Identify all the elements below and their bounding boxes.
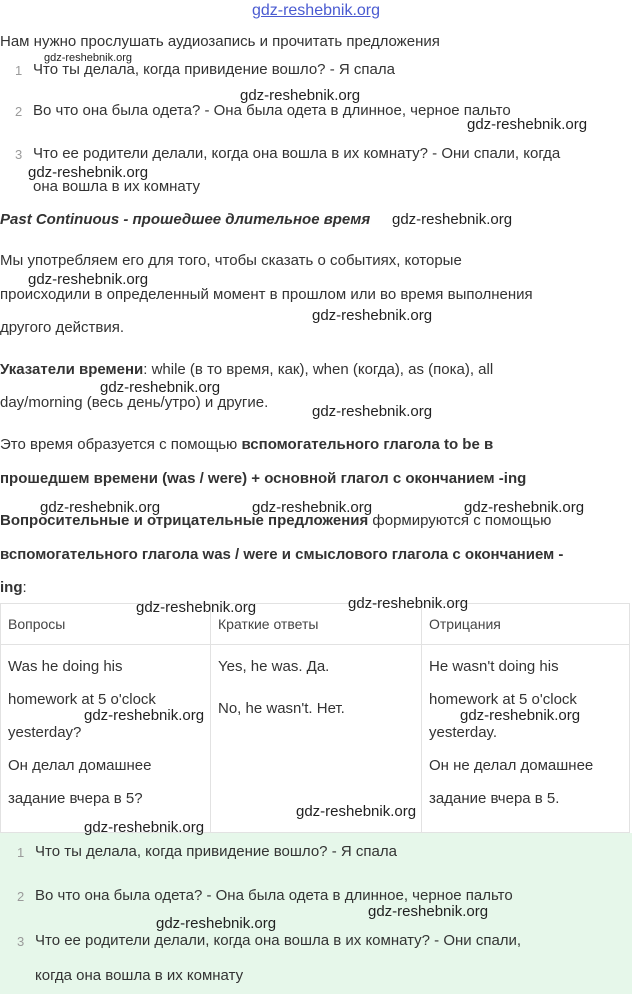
watermark: gdz-reshebnik.org bbox=[252, 499, 373, 516]
table-cell-negatives: He wasn't doing his homework at 5 o'clock yesterday. Он не делал домашнее задание вчера в 5. bbox=[429, 658, 594, 807]
answer-number: 2 bbox=[17, 889, 25, 904]
sentence-text-continued: она вошла в их комнату bbox=[33, 178, 200, 195]
intro-text: Нам нужно прослушать аудиозапись и прочитать предложения bbox=[0, 33, 440, 50]
watermark: gdz-reshebnik.org bbox=[156, 915, 277, 932]
formation-line bbox=[0, 436, 493, 453]
sentence-text: Что ее родители делали, когда она вошла в их комнату? - Они спали, когда bbox=[33, 145, 561, 162]
watermark: gdz-reshebnik.org bbox=[368, 903, 489, 920]
answer-number: 3 bbox=[17, 934, 25, 949]
table-cell-questions: Was he doing his homework at 5 o'clock yesterday? Он делал домашнее задание вчера в 5? bbox=[8, 658, 156, 807]
watermark: gdz-reshebnik.org bbox=[40, 499, 161, 516]
markers-label: Указатели времени bbox=[0, 361, 144, 378]
answer-text: Во что она была одета? - Она была одета в длинное, черное пальто bbox=[35, 887, 513, 904]
watermark: gdz-reshebnik.org bbox=[240, 87, 361, 104]
sentence-number: 3 bbox=[15, 147, 23, 162]
table-divider bbox=[210, 604, 211, 832]
watermark: gdz-reshebnik.org bbox=[464, 499, 585, 516]
table-header-short-answers: Краткие ответы bbox=[218, 616, 319, 632]
markers-text: day/morning (весь день/утро) и другие. bbox=[0, 394, 269, 411]
watermark: gdz-reshebnik.org bbox=[136, 599, 257, 616]
usage-text: другого действия. bbox=[0, 319, 125, 336]
usage-text: происходили в определенный момент в прошлом или во время выполнения bbox=[0, 286, 533, 303]
questions-bold: Вопросительные и отрицательные предложения bbox=[0, 512, 369, 529]
watermark: gdz-reshebnik.org bbox=[312, 403, 433, 420]
answer-text: Что ее родители делали, когда она вошла в их комнату? - Они спали, bbox=[35, 932, 522, 949]
watermark: gdz-reshebnik.org bbox=[100, 379, 221, 396]
usage-text: Мы употребляем его для того, чтобы сказать о событиях, которые bbox=[0, 252, 462, 269]
sentence-text: Во что она была одета? - Она была одета в длинное, черное пальто bbox=[33, 102, 511, 119]
answer-number: 1 bbox=[17, 845, 25, 860]
questions-rest: формируются с помощью bbox=[368, 512, 552, 529]
watermark: gdz-reshebnik.org bbox=[392, 211, 513, 228]
table-cell-short-answer-yes: Yes, he was. Да. bbox=[218, 658, 330, 675]
questions-ing: ing bbox=[0, 579, 23, 596]
answer-text-continued: когда она вошла в их комнату bbox=[35, 967, 244, 984]
table-cell-short-answer-no: No, he wasn't. Нет. bbox=[218, 700, 345, 717]
table-header-negatives: Отрицания bbox=[429, 616, 501, 632]
watermark: gdz-reshebnik.org bbox=[348, 595, 469, 612]
section-title: Past Continuous - прошедшее длительное время bbox=[0, 211, 371, 228]
markers-text: : while (в то время, как), when (когда), as (пока), all bbox=[143, 361, 494, 378]
questions-colon: : bbox=[22, 579, 27, 596]
questions-end-line bbox=[0, 579, 27, 596]
table-header-questions: Вопросы bbox=[8, 616, 66, 632]
sentence-number: 2 bbox=[15, 104, 23, 119]
answer-text: Что ты делала, когда привидение вошло? - Я спала bbox=[35, 843, 397, 860]
site-link[interactable]: gdz-reshebnik.org bbox=[251, 2, 381, 19]
watermark: gdz-reshebnik.org bbox=[28, 271, 149, 288]
watermark: gdz-reshebnik.org bbox=[84, 707, 205, 724]
watermark: gdz-reshebnik.org bbox=[296, 803, 417, 820]
watermark: gdz-reshebnik.org bbox=[84, 819, 205, 836]
watermark: gdz-reshebnik.org bbox=[28, 164, 149, 181]
formation-prefix: Это время образуется с помощью bbox=[0, 436, 242, 453]
answer-box bbox=[0, 833, 632, 994]
questions-bold-line: вспомогательного глагола was / were и смыслового глагола с окончанием - bbox=[0, 546, 564, 563]
sentence-text: Что ты делала, когда привидение вошло? - Я спала bbox=[33, 61, 395, 78]
table-divider bbox=[421, 604, 422, 832]
sentence-number: 1 bbox=[15, 63, 23, 78]
watermark: gdz-reshebnik.org bbox=[467, 116, 588, 133]
formation-bold: вспомогательного глагола to be в bbox=[241, 436, 494, 453]
markers-line bbox=[0, 361, 493, 378]
watermark: gdz-reshebnik.org bbox=[44, 52, 133, 64]
watermark: gdz-reshebnik.org bbox=[312, 307, 433, 324]
watermark: gdz-reshebnik.org bbox=[460, 707, 581, 724]
formation-bold-line: прошедшем времени (was / were) + основной глагол с окончанием -ing bbox=[0, 470, 527, 487]
